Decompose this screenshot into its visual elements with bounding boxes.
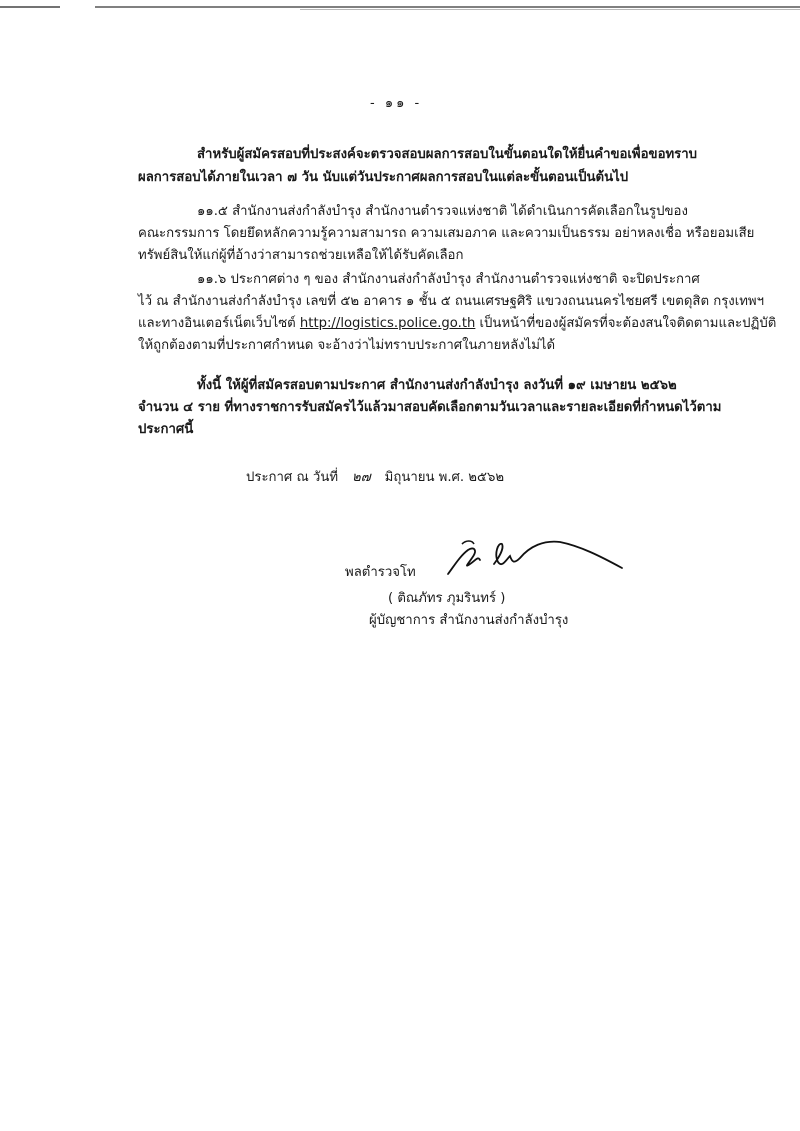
section-11-6-line-4: ให้ถูกต้องตามที่ประกาศกำหนด จะอ้างว่าไม่ทราบประกาศในภายหลังไม่ได้	[138, 338, 556, 353]
scan-edge-artifact	[300, 9, 800, 10]
results-paragraph-line-2: ผลการสอบได้ภายในเวลา ๗ วัน นับแต่วันประกาศผลการสอบในแต่ละขั้นตอนเป็นต้นไป	[138, 170, 629, 185]
signature	[440, 530, 630, 590]
page-number: - ๑๑ -	[370, 96, 423, 111]
closing-line-1: ทั้งนี้ ให้ผู้ที่สมัครสอบตามประกาศ สำนักงานส่งกำลังบำรุง ลงวันที่ ๑๙ เมษายน ๒๕๖๒	[197, 378, 677, 393]
section-11-5-line-2: คณะกรรมการ โดยยึดหลักความรู้ความสามารถ ความเสมอภาค และความเป็นธรรม อย่าหลงเชื่อ หรือยอมเสีย	[138, 226, 755, 241]
announcement-date	[246, 468, 504, 488]
signatory-name: ( ติณภัทร ภุมรินทร์ )	[388, 591, 506, 606]
signatory-rank: พลตำรวจโท	[345, 565, 416, 580]
section-11-5-line-1: ๑๑.๕ สำนักงานส่งกำลังบำรุง สำนักงานตำรวจแห่งชาติ ได้ดำเนินการคัดเลือกในรูปของ	[197, 204, 688, 219]
line-text: และทางอินเตอร์เน็ตเว็บไซต์	[138, 316, 300, 331]
section-11-6-line-2: ไว้ ณ สำนักงานส่งกำลังบำรุง เลขที่ ๕๒ อาคาร ๑ ชั้น ๕ ถนนเศรษฐศิริ แขวงถนนนครไชยศรี เขตดุสิต กรุงเทพฯ	[138, 294, 765, 309]
date-month-year: มิถุนายน พ.ศ. ๒๕๖๒	[384, 470, 505, 485]
closing-line-2: จำนวน ๔ ราย ที่ทางราชการรับสมัครไว้แล้วมาสอบคัดเลือกตามวันเวลาและรายละเอียดที่กำหนดไว้ตาม	[138, 400, 722, 415]
closing-line-3: ประกาศนี้	[138, 422, 194, 437]
results-paragraph-line-1: สำหรับผู้สมัครสอบที่ประสงค์จะตรวจสอบผลการสอบในขั้นตอนใดให้ยื่นคำขอเพื่อขอทราบ	[197, 147, 698, 162]
signatory-position: ผู้บัญชาการ สำนักงานส่งกำลังบำรุง	[369, 613, 569, 628]
section-11-5-line-3: ทรัพย์สินให้แก่ผู้ที่อ้างว่าสามารถช่วยเหลือให้ได้รับคัดเลือก	[138, 248, 464, 263]
line-text: เป็นหน้าที่ของผู้สมัครที่จะต้องสนใจติดตามและปฏิบัติ	[475, 316, 777, 331]
section-11-6-line-1: ๑๑.๖ ประกาศต่าง ๆ ของ สำนักงานส่งกำลังบำรุง สำนักงานตำรวจแห่งชาติ จะปิดประกาศ	[197, 272, 700, 287]
date-prefix: ประกาศ ณ วันที่	[246, 470, 339, 485]
scan-edge-artifact	[0, 6, 800, 8]
section-11-6-line-3	[138, 314, 776, 334]
signature-icon	[440, 530, 630, 590]
handwritten-day: ๒๗	[352, 470, 371, 485]
website-link[interactable]: http://logistics.police.go.th	[299, 316, 476, 331]
